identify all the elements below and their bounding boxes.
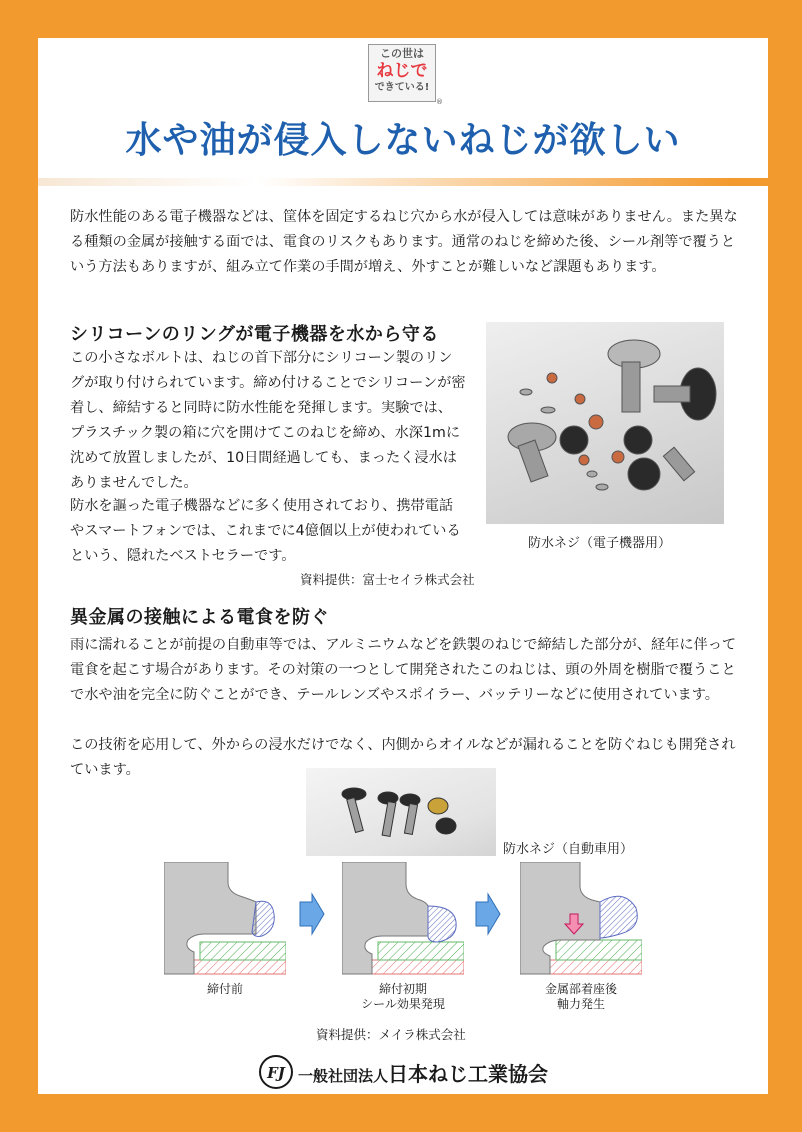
association-logo-text: FJ [267,1064,285,1082]
section1-heading: シリコーンのリングが電子機器を水から守る [70,324,439,345]
section2-body2: この技術を応用して、外からの浸水だけでなく、内側からオイルなどが漏れることを防ぐねじも開発されています。 [70,737,736,778]
association-name [298,1058,548,1087]
registered-mark: ® [436,98,443,106]
association-org: 日本ねじ工業協会 [388,1062,549,1086]
section1-body2: 防水を謳った電子機器などに多く使用されており、携帯電話やスマートフォンでは、これまでに4億個以上が使われているという、隠れたベストセラーです。 [70,498,461,564]
logo-line3: できている! [374,82,430,93]
diagram-label-step2 [342,982,464,1012]
association-logo-icon [258,1054,294,1090]
diagram-label-step2-line1: 締付初期 [378,982,427,996]
section2-heading: 異金属の接触による電食を防ぐ [70,607,329,628]
diagram-label-step3-line2: 軸力発生 [556,997,605,1011]
header-divider [38,178,768,186]
campaign-logo [368,44,436,102]
diagram-initial-seal [342,862,464,978]
electronics-screw-photo [486,322,724,524]
association-prefix: 一般社団法人 [298,1067,389,1085]
arrow-icon [298,892,326,936]
diagram-label-step1: 締付前 [206,982,243,996]
logo-line2: ねじで [376,61,428,81]
automotive-screw-photo [306,768,496,856]
logo-line1: この世は [380,47,424,60]
section2-credit: 資料提供：メイラ株式会社 [316,1027,466,1042]
arrow-icon [474,892,502,936]
page-title: 水や油が侵入しないねじが欲しい [125,120,681,161]
diagram-label-step2-line2: シール効果発現 [361,997,445,1011]
diagram-before-tightening [164,862,286,978]
diagram-after-seating [520,862,642,978]
diagram-label-step3-line1: 金属部着座後 [544,982,617,996]
diagram-label-step3 [520,982,642,1012]
photo2-caption: 防水ネジ（自動車用） [503,842,634,857]
section2-body1: 雨に濡れることが前提の自動車等では、アルミニウムなどを鉄製のねじで締結した部分が、経年に伴って電食を起こす場合があります。その対策の一つとして開発されたこのねじは、頭の外周を樹脂で覆うことで水や油を完全に防ぐことができ、テールレンズやスポイラー、バッテリーなどに使用されています。 [70,637,737,703]
photo1-caption: 防水ネジ（電子機器用） [528,536,672,551]
intro-paragraph: 防水性能のある電子機器などは、筐体を固定するねじ穴から水が侵入しては意味がありません。また異なる種類の金属が接触する面では、電食のリスクもあります。通常のねじを締めた後、シール剤等で覆うという方法もありますが、組み立て作業の手間が増え、外すことが難しいなど課題もあります。 [70,209,738,275]
section1-credit: 資料提供：富士セイラ株式会社 [300,572,475,587]
section1-body1: この小さなボルトは、ねじの首下部分にシリコーン製のリングが取り付けられています。締め付けることでシリコーンが密着し、締結すると同時に防水性能を発揮します。実験では、プラスチック製の箱に穴を開けてこのねじを締め、水深1mに沈めて放置しましたが、10日間経過しても、まったく浸水はありませんでした。 [70,350,466,491]
